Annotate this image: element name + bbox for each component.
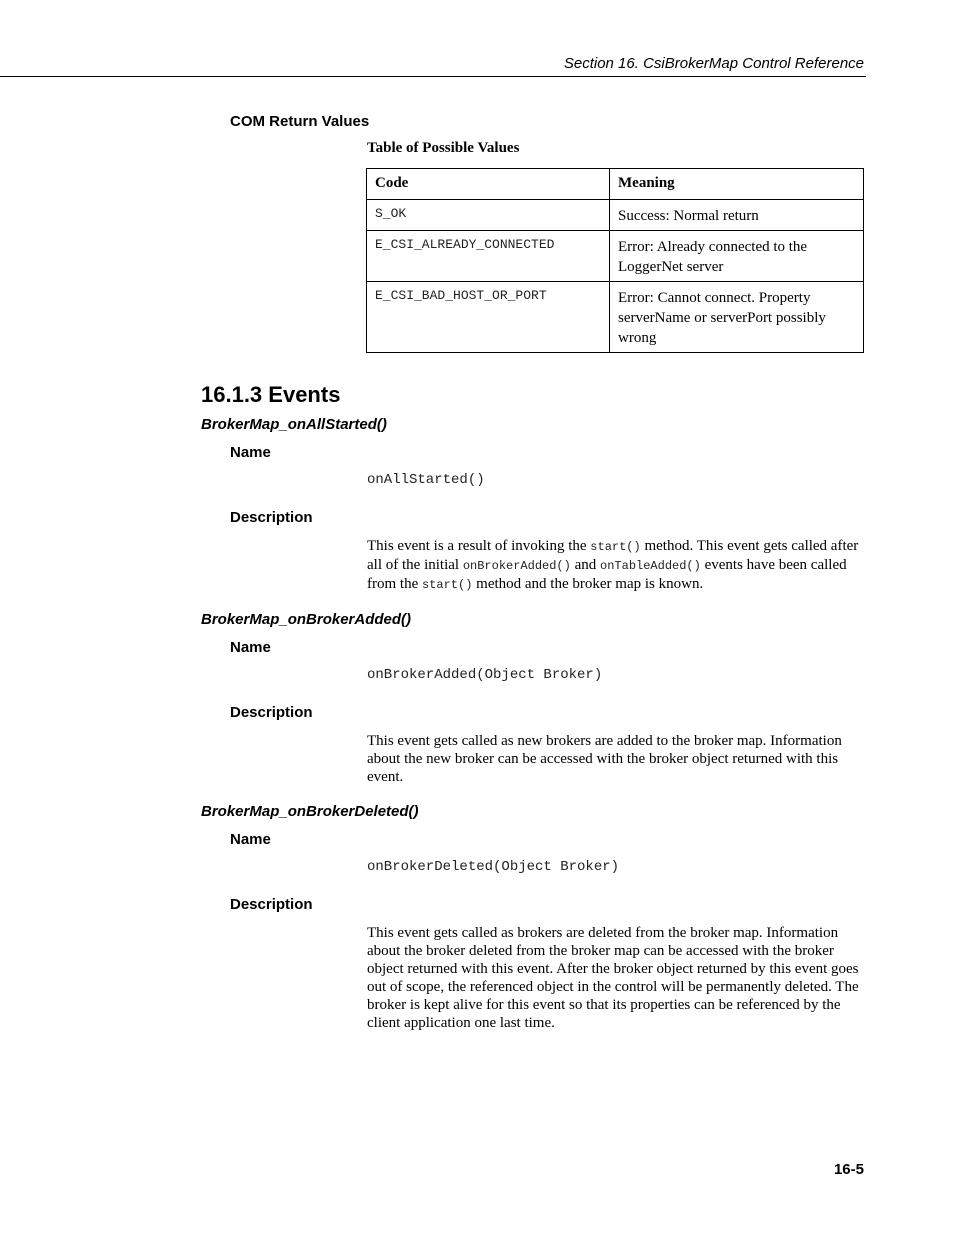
table-row [367, 282, 864, 353]
code-cell: E_CSI_ALREADY_CONNECTED [367, 231, 610, 282]
description-text: This event is a result of invoking the [367, 538, 591, 554]
event-description: This event gets called as brokers are deleted from the broker map. Information about the broker deleted from the broker map can be accessed with the broker object returned with this event. After the broker object returned by this event goes out of scope, the referenced object in the control will be permanently deleted. The broker is kept alive for this event so that its properties can be referenced by the client application one last time. [367, 925, 859, 1031]
meaning-cell: Error: Cannot connect. Property serverName or serverPort possibly wrong [610, 282, 864, 353]
description-label: Description [230, 704, 313, 721]
com-return-heading: COM Return Values [230, 113, 370, 130]
header-rule [0, 76, 866, 77]
event-signature: onBrokerAdded(Object Broker) [367, 667, 603, 683]
page-number: 16-5 [833, 1161, 864, 1178]
table-title: Table of Possible Values [367, 140, 520, 156]
events-section-heading: 16.1.3 Events [201, 382, 341, 407]
code-cell: E_CSI_BAD_HOST_OR_PORT [367, 282, 610, 353]
inline-code: onTableAdded() [600, 559, 701, 573]
table-row [367, 200, 864, 231]
event-title-onallstarted: BrokerMap_onAllStarted() [201, 416, 387, 433]
description-label: Description [230, 896, 313, 913]
name-label: Name [230, 831, 271, 848]
description-text: method and the broker map is known. [472, 576, 704, 592]
event-title-onbrokerdeleted: BrokerMap_onBrokerDeleted() [201, 803, 419, 820]
event-signature: onBrokerDeleted(Object Broker) [367, 859, 620, 875]
name-label: Name [230, 444, 271, 461]
column-header-meaning: Meaning [610, 169, 864, 200]
running-header: Section 16. CsiBrokerMap Control Reference [563, 55, 864, 72]
event-description: This event gets called as new brokers are added to the broker map. Information about the new broker can be accessed with the broker object returned with this event. [367, 733, 842, 785]
name-label: Name [230, 639, 271, 656]
table-row [367, 231, 864, 282]
description-text: and [570, 557, 601, 573]
description-text: method. This event gets called after all of the initial [367, 538, 859, 573]
table-header-row [367, 169, 864, 200]
event-title-onbrokeradded: BrokerMap_onBrokerAdded() [201, 611, 412, 628]
meaning-cell: Error: Already connected to the LoggerNet server [610, 231, 864, 282]
meaning-cell: Success: Normal return [610, 200, 864, 231]
column-header-code: Code [367, 169, 610, 200]
inline-code: start() [421, 578, 473, 592]
inline-code: onBrokerAdded() [462, 559, 571, 573]
description-label: Description [230, 509, 313, 526]
description-text: events have been called from the [367, 557, 847, 592]
return-values-table [366, 168, 864, 353]
code-cell: S_OK [367, 200, 610, 231]
event-signature: onAllStarted() [367, 472, 485, 488]
inline-code: start() [590, 540, 641, 554]
event-description [367, 537, 862, 594]
